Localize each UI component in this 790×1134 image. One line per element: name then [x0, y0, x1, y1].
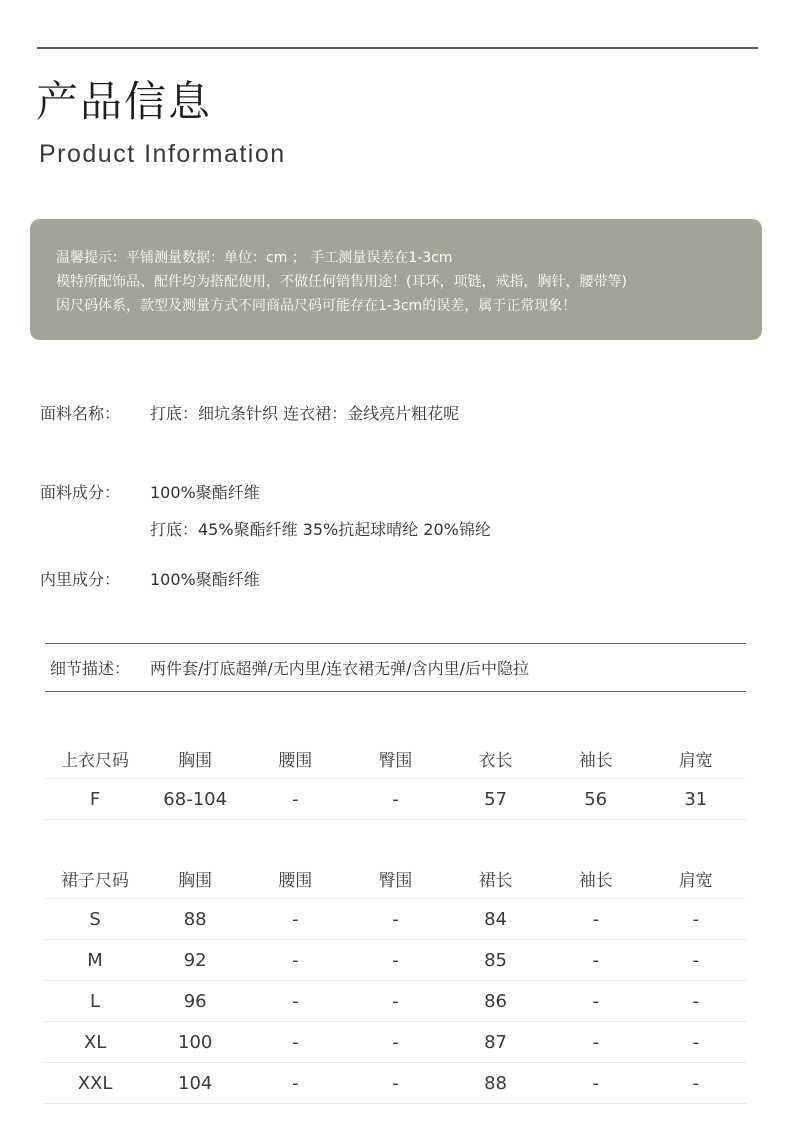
table-row — [45, 779, 746, 820]
table-cell: - — [292, 1031, 299, 1053]
table-cell: 68-104 — [163, 788, 228, 810]
skirt-size-table — [45, 858, 746, 1104]
table-header-cell: 袖长 — [578, 750, 613, 771]
table-cell: 92 — [183, 949, 207, 971]
lining-label: 内里成分： — [40, 570, 121, 589]
table-header-cell: 袖长 — [578, 870, 613, 891]
table-header-cell: 腰围 — [278, 870, 313, 891]
table-row — [45, 1063, 746, 1104]
notice-line: 温馨提示：平铺测量数据：单位：cm ； 手工测量误差在1-3cm — [56, 250, 453, 266]
table-cell: 86 — [484, 990, 508, 1012]
table-cell: 56 — [584, 788, 608, 810]
table-cell: - — [692, 908, 700, 930]
table-header-cell: 肩宽 — [678, 870, 713, 891]
notice-line: 模特所配饰品、配件均为搭配使用，不做任何销售用途！(耳环，项链，戒指，胸针，腰带等) — [56, 274, 627, 290]
table-cell: - — [392, 908, 399, 930]
fabric-name-value: 打底：细坑条针织 连衣裙：金线亮片粗花呢 — [150, 404, 460, 423]
detail-top-divider — [45, 643, 746, 644]
table-cell: 31 — [684, 788, 708, 810]
table-cell: 87 — [484, 1031, 508, 1053]
fabric-composition-value: 打底：45%聚酯纤维 35%抗起球晴纶 20%锦纶 — [150, 520, 491, 539]
table-header-cell: 腰围 — [278, 750, 313, 771]
detail-value: 两件套/打底超弹/无内里/连衣裙无弹/含内里/后中隐拉 — [150, 659, 529, 678]
table-header-cell: 胸围 — [178, 750, 213, 771]
table-cell: - — [292, 1072, 299, 1094]
table-cell: - — [292, 908, 299, 930]
notice-box — [30, 219, 762, 340]
table-cell: - — [292, 788, 299, 810]
table-cell: 96 — [183, 990, 207, 1012]
table-cell: L — [90, 990, 101, 1012]
top-divider — [37, 47, 758, 49]
table-cell: 88 — [183, 908, 207, 930]
table-row — [45, 899, 746, 940]
table-cell: - — [592, 908, 599, 930]
table-header-cell: 肩宽 — [678, 750, 713, 771]
fabric-name-label: 面料名称： — [40, 404, 121, 423]
table-cell: XXL — [77, 1072, 113, 1094]
notice-line: 因尺码体系，款型及测量方式不同商品尺码可能存在1-3cm的误差，属于正常现象！ — [56, 298, 577, 314]
detail-label: 细节描述： — [50, 659, 131, 678]
table-cell: - — [292, 949, 299, 971]
table-header-cell: 衣长 — [478, 750, 513, 771]
table-cell: - — [692, 1072, 700, 1094]
table-cell: XL — [83, 1031, 107, 1053]
top-size-table — [45, 738, 746, 820]
table-cell: F — [89, 788, 101, 810]
table-header-cell: 裙子尺码 — [61, 870, 130, 891]
table-cell: 85 — [484, 949, 508, 971]
table-cell: 84 — [484, 908, 508, 930]
table-header-cell: 臀围 — [378, 750, 413, 771]
table-row — [45, 1022, 746, 1063]
lining-value: 100%聚酯纤维 — [150, 570, 260, 589]
page-title: 产品信息 — [36, 77, 213, 126]
table-cell: - — [692, 949, 700, 971]
table-cell: - — [692, 1031, 700, 1053]
table-cell: 104 — [178, 1072, 213, 1094]
table-cell: - — [592, 949, 599, 971]
table-cell: - — [392, 990, 399, 1012]
table-row — [45, 981, 746, 1022]
table-cell: - — [392, 1072, 399, 1094]
table-cell: 57 — [484, 788, 508, 810]
table-cell: - — [392, 788, 399, 810]
table-cell: - — [592, 1072, 599, 1094]
table-cell: - — [392, 949, 399, 971]
table-header-cell: 臀围 — [378, 870, 413, 891]
table-cell: M — [87, 949, 103, 971]
table-cell: - — [392, 1031, 399, 1053]
table-cell: - — [592, 1031, 599, 1053]
table-cell: S — [89, 908, 101, 930]
table-cell: - — [292, 990, 299, 1012]
page-subtitle: Product Information — [39, 140, 286, 168]
table-row — [45, 940, 746, 981]
table-header-cell: 上衣尺码 — [61, 750, 130, 771]
table-header-row — [45, 738, 746, 779]
table-cell: 100 — [178, 1031, 213, 1053]
table-header-cell: 胸围 — [178, 870, 213, 891]
table-header-row — [45, 858, 746, 899]
table-cell: - — [692, 990, 700, 1012]
detail-bottom-divider — [45, 691, 746, 692]
fabric-composition-value: 100%聚酯纤维 — [150, 483, 260, 502]
table-header-cell: 裙长 — [478, 870, 513, 891]
table-cell: 88 — [484, 1072, 508, 1094]
table-cell: - — [592, 990, 599, 1012]
fabric-composition-label: 面料成分： — [40, 483, 121, 502]
